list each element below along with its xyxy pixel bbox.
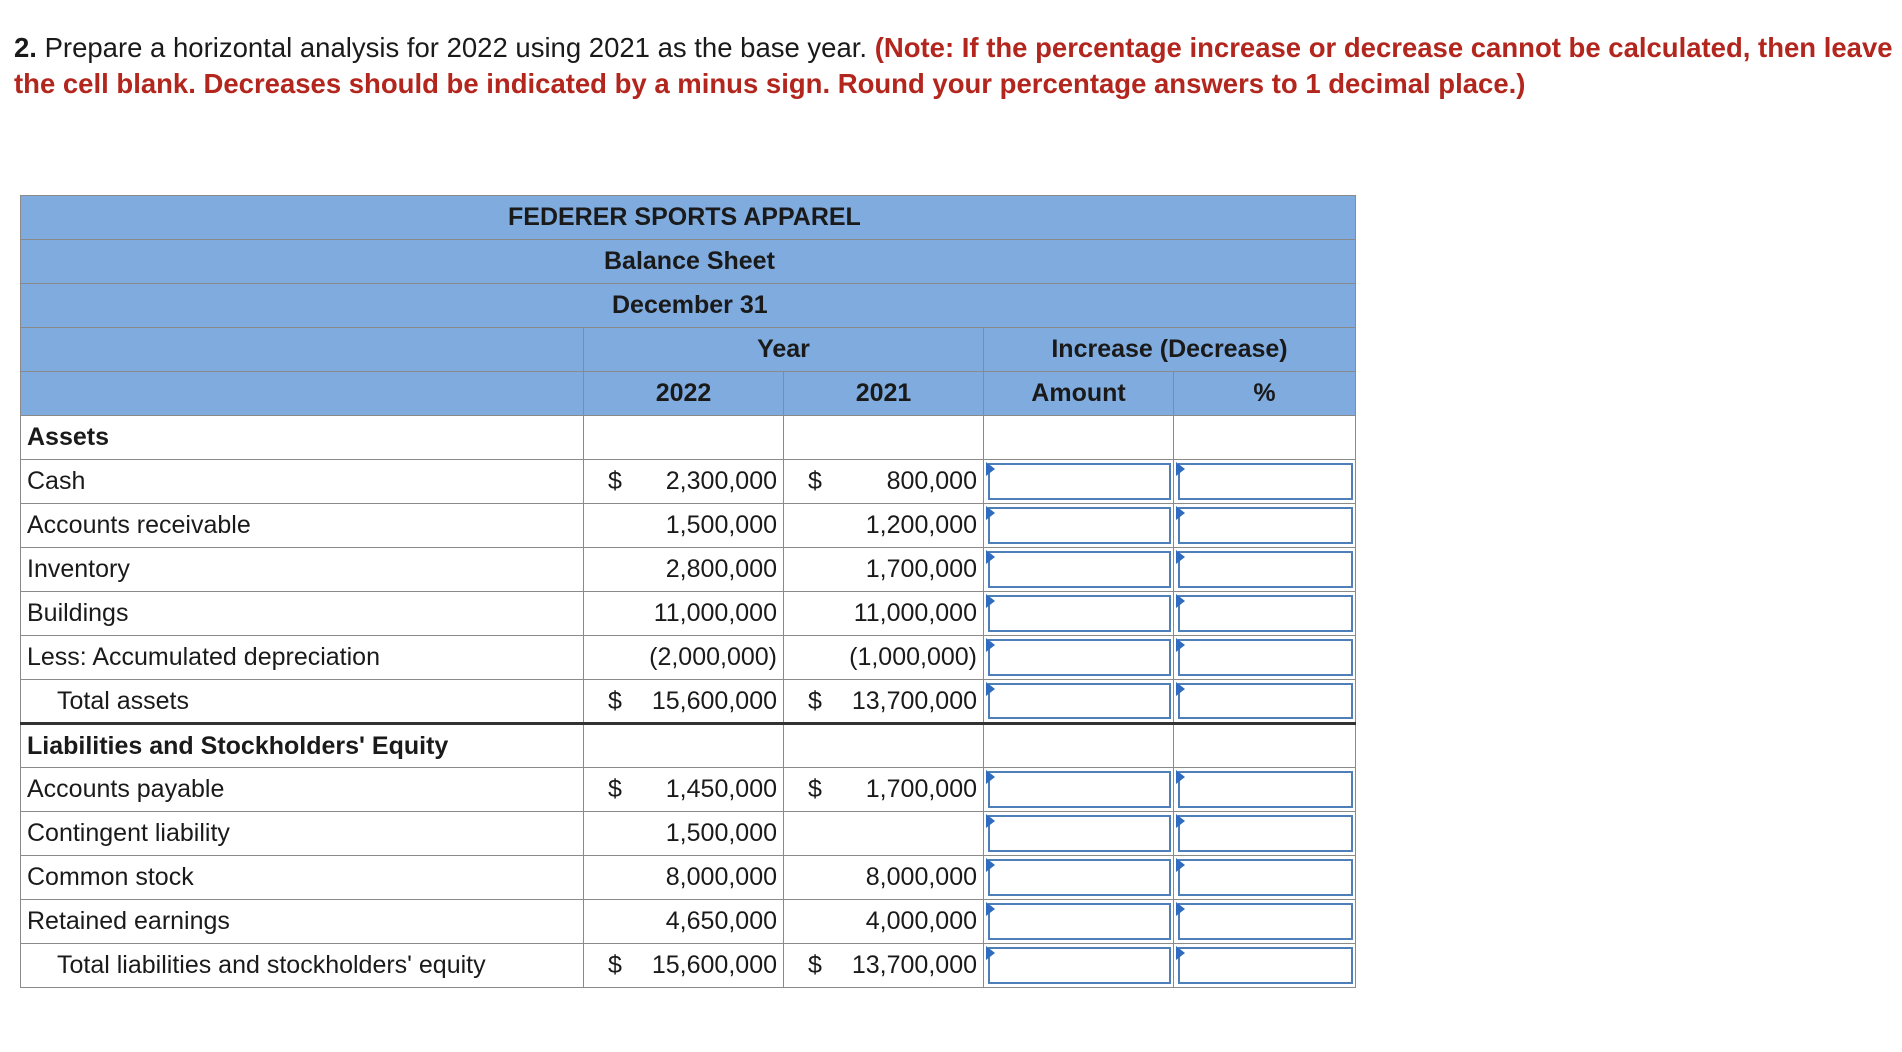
question-number: 2. (14, 32, 37, 63)
input-box[interactable] (988, 463, 1171, 500)
row-label: Common stock (21, 856, 584, 900)
cell-marker-icon (1176, 550, 1185, 564)
currency-sign: $ (808, 686, 822, 715)
col-2021-header: 2021 (784, 372, 984, 416)
row-label: Total assets (21, 680, 584, 724)
section-label: Assets (21, 416, 584, 460)
cell-marker-icon (986, 594, 995, 608)
table-row-common-stock (21, 856, 1356, 900)
cell-marker-icon (986, 682, 995, 696)
percent-input-contingent-liability[interactable] (1174, 812, 1356, 856)
empty-cell (584, 416, 784, 460)
percent-input-common-stock[interactable] (1174, 856, 1356, 900)
value-text: 2,300,000 (665, 467, 777, 495)
value-2021: 8,000,000 (784, 856, 984, 900)
value-2021 (784, 768, 984, 812)
amount-input-common-stock[interactable] (984, 856, 1174, 900)
percent-input-retained-earnings[interactable] (1174, 900, 1356, 944)
value-2022: 11,000,000 (584, 592, 784, 636)
input-box[interactable] (988, 815, 1171, 852)
amount-header: Amount (984, 372, 1174, 416)
amount-input-total-assets[interactable] (984, 680, 1174, 724)
percent-input-cash[interactable] (1174, 460, 1356, 504)
table-row-retained-earnings (21, 900, 1356, 944)
row-label: Accounts receivable (21, 504, 584, 548)
input-box[interactable] (1178, 859, 1353, 896)
value-2022 (584, 680, 784, 724)
cell-marker-icon (1176, 814, 1185, 828)
cell-marker-icon (1176, 594, 1185, 608)
input-box[interactable] (988, 947, 1171, 984)
value-2022: (2,000,000) (584, 636, 784, 680)
row-label: Cash (21, 460, 584, 504)
empty-cell (784, 416, 984, 460)
value-2022: 2,800,000 (584, 548, 784, 592)
input-box[interactable] (988, 639, 1171, 676)
amount-input-accounts-receivable[interactable] (984, 504, 1174, 548)
percent-input-total-assets[interactable] (1174, 680, 1356, 724)
amount-input-inventory[interactable] (984, 548, 1174, 592)
empty-cell (984, 416, 1174, 460)
input-box[interactable] (1178, 551, 1353, 588)
input-box[interactable] (1178, 639, 1353, 676)
cell-marker-icon (1176, 858, 1185, 872)
amount-input-buildings[interactable] (984, 592, 1174, 636)
empty-cell (584, 724, 784, 768)
currency-sign: $ (808, 775, 822, 803)
currency-sign: $ (608, 467, 622, 495)
year-header: Year (584, 328, 984, 372)
currency-sign: $ (808, 467, 822, 495)
cell-marker-icon (986, 902, 995, 916)
statement-title: Balance Sheet (21, 240, 1356, 284)
header-blank (21, 328, 584, 372)
header-company-row (21, 196, 1356, 240)
cell-marker-icon (986, 462, 995, 476)
input-box[interactable] (988, 683, 1171, 719)
value-text: 13,700,000 (851, 951, 977, 979)
table-row-cash (21, 460, 1356, 504)
cell-marker-icon (1176, 946, 1185, 960)
cell-marker-icon (1176, 682, 1185, 696)
input-box[interactable] (1178, 815, 1353, 852)
cell-marker-icon (986, 770, 995, 784)
currency-sign: $ (608, 775, 622, 803)
amount-input-accumulated-depreciation[interactable] (984, 636, 1174, 680)
amount-input-total-liabilities-equity[interactable] (984, 944, 1174, 988)
amount-input-accounts-payable[interactable] (984, 768, 1174, 812)
table-row-accounts-payable (21, 768, 1356, 812)
instruction-note: (Note: If the percentage increase or decrease cannot be calculated, then leave the cell blank. Decreases should be indicated by a minus sign. Round your percentage answers to 1 decimal place.) (14, 32, 1893, 99)
input-box[interactable] (1178, 683, 1353, 719)
cell-marker-icon (986, 946, 995, 960)
input-box[interactable] (1178, 947, 1353, 984)
cell-marker-icon (986, 550, 995, 564)
value-2021: 1,700,000 (784, 548, 984, 592)
input-box[interactable] (988, 595, 1171, 632)
input-box[interactable] (1178, 463, 1353, 500)
value-text: 1,700,000 (865, 775, 977, 803)
value-2022 (584, 944, 784, 988)
cell-marker-icon (986, 814, 995, 828)
row-label: Less: Accumulated depreciation (21, 636, 584, 680)
value-text: 15,600,000 (651, 686, 777, 715)
value-2021 (784, 944, 984, 988)
input-box[interactable] (988, 551, 1171, 588)
section-label: Liabilities and Stockholders' Equity (21, 724, 584, 768)
value-2021: 11,000,000 (784, 592, 984, 636)
value-2021 (784, 812, 984, 856)
value-2021: 1,200,000 (784, 504, 984, 548)
value-text: 13,700,000 (851, 686, 977, 715)
input-box[interactable] (1178, 771, 1353, 808)
header-blank (21, 372, 584, 416)
value-2021: (1,000,000) (784, 636, 984, 680)
amount-input-contingent-liability[interactable] (984, 812, 1174, 856)
currency-sign: $ (608, 951, 622, 979)
amount-input-retained-earnings[interactable] (984, 900, 1174, 944)
table-row-buildings (21, 592, 1356, 636)
row-label: Total liabilities and stockholders' equity (21, 944, 584, 988)
cell-marker-icon (986, 638, 995, 652)
currency-sign: $ (608, 686, 622, 715)
percent-header: % (1174, 372, 1356, 416)
row-label: Buildings (21, 592, 584, 636)
value-2022 (584, 460, 784, 504)
company-name: FEDERER SPORTS APPAREL (21, 196, 1356, 240)
header-statement-row (21, 240, 1356, 284)
input-box[interactable] (1178, 595, 1353, 632)
col-2022-header: 2022 (584, 372, 784, 416)
table-row-total-liabilities-equity (21, 944, 1356, 988)
empty-cell (1174, 724, 1356, 768)
section-row-assets (21, 416, 1356, 460)
value-2021 (784, 460, 984, 504)
input-box[interactable] (1178, 507, 1353, 544)
value-2021: 4,000,000 (784, 900, 984, 944)
currency-sign: $ (808, 951, 822, 979)
cell-marker-icon (1176, 902, 1185, 916)
value-2021 (784, 680, 984, 724)
cell-marker-icon (986, 506, 995, 520)
table-row-contingent-liability (21, 812, 1356, 856)
increase-decrease-header: Increase (Decrease) (984, 328, 1356, 372)
section-row-liabilities (21, 724, 1356, 768)
percent-input-buildings[interactable] (1174, 592, 1356, 636)
value-2022: 4,650,000 (584, 900, 784, 944)
cell-marker-icon (1176, 770, 1185, 784)
table-row-total-assets (21, 680, 1356, 724)
value-text: 15,600,000 (651, 951, 777, 979)
cell-marker-icon (1176, 506, 1185, 520)
value-2022: 1,500,000 (584, 504, 784, 548)
cell-marker-icon (986, 858, 995, 872)
input-box[interactable] (988, 771, 1171, 808)
value-2022: 8,000,000 (584, 856, 784, 900)
row-label: Contingent liability (21, 812, 584, 856)
cell-marker-icon (1176, 462, 1185, 476)
percent-input-total-liabilities-equity[interactable] (1174, 944, 1356, 988)
row-label: Inventory (21, 548, 584, 592)
cell-marker-icon (1176, 638, 1185, 652)
input-box[interactable] (1178, 903, 1353, 940)
value-text: 1,450,000 (665, 775, 777, 803)
empty-cell (1174, 416, 1356, 460)
row-label: Retained earnings (21, 900, 584, 944)
percent-input-accumulated-depreciation[interactable] (1174, 636, 1356, 680)
table-row-accounts-receivable (21, 504, 1356, 548)
header-year-row (21, 328, 1356, 372)
table-row-accumulated-depreciation (21, 636, 1356, 680)
value-2022 (584, 768, 784, 812)
header-date-row (21, 284, 1356, 328)
input-box[interactable] (988, 507, 1171, 544)
header-columns-row (21, 372, 1356, 416)
row-label: Accounts payable (21, 768, 584, 812)
percent-input-accounts-payable[interactable] (1174, 768, 1356, 812)
percent-input-inventory[interactable] (1174, 548, 1356, 592)
value-2022: 1,500,000 (584, 812, 784, 856)
input-box[interactable] (988, 859, 1171, 896)
instruction-text: Prepare a horizontal analysis for 2022 using 2021 as the base year. (36, 32, 875, 63)
statement-date: December 31 (21, 284, 1356, 328)
amount-input-cash[interactable] (984, 460, 1174, 504)
percent-input-accounts-receivable[interactable] (1174, 504, 1356, 548)
instruction (14, 30, 1894, 102)
table-row-inventory (21, 548, 1356, 592)
empty-cell (984, 724, 1174, 768)
empty-cell (784, 724, 984, 768)
input-box[interactable] (988, 903, 1171, 940)
balance-sheet-table (20, 195, 1356, 988)
value-text: 800,000 (886, 467, 977, 495)
